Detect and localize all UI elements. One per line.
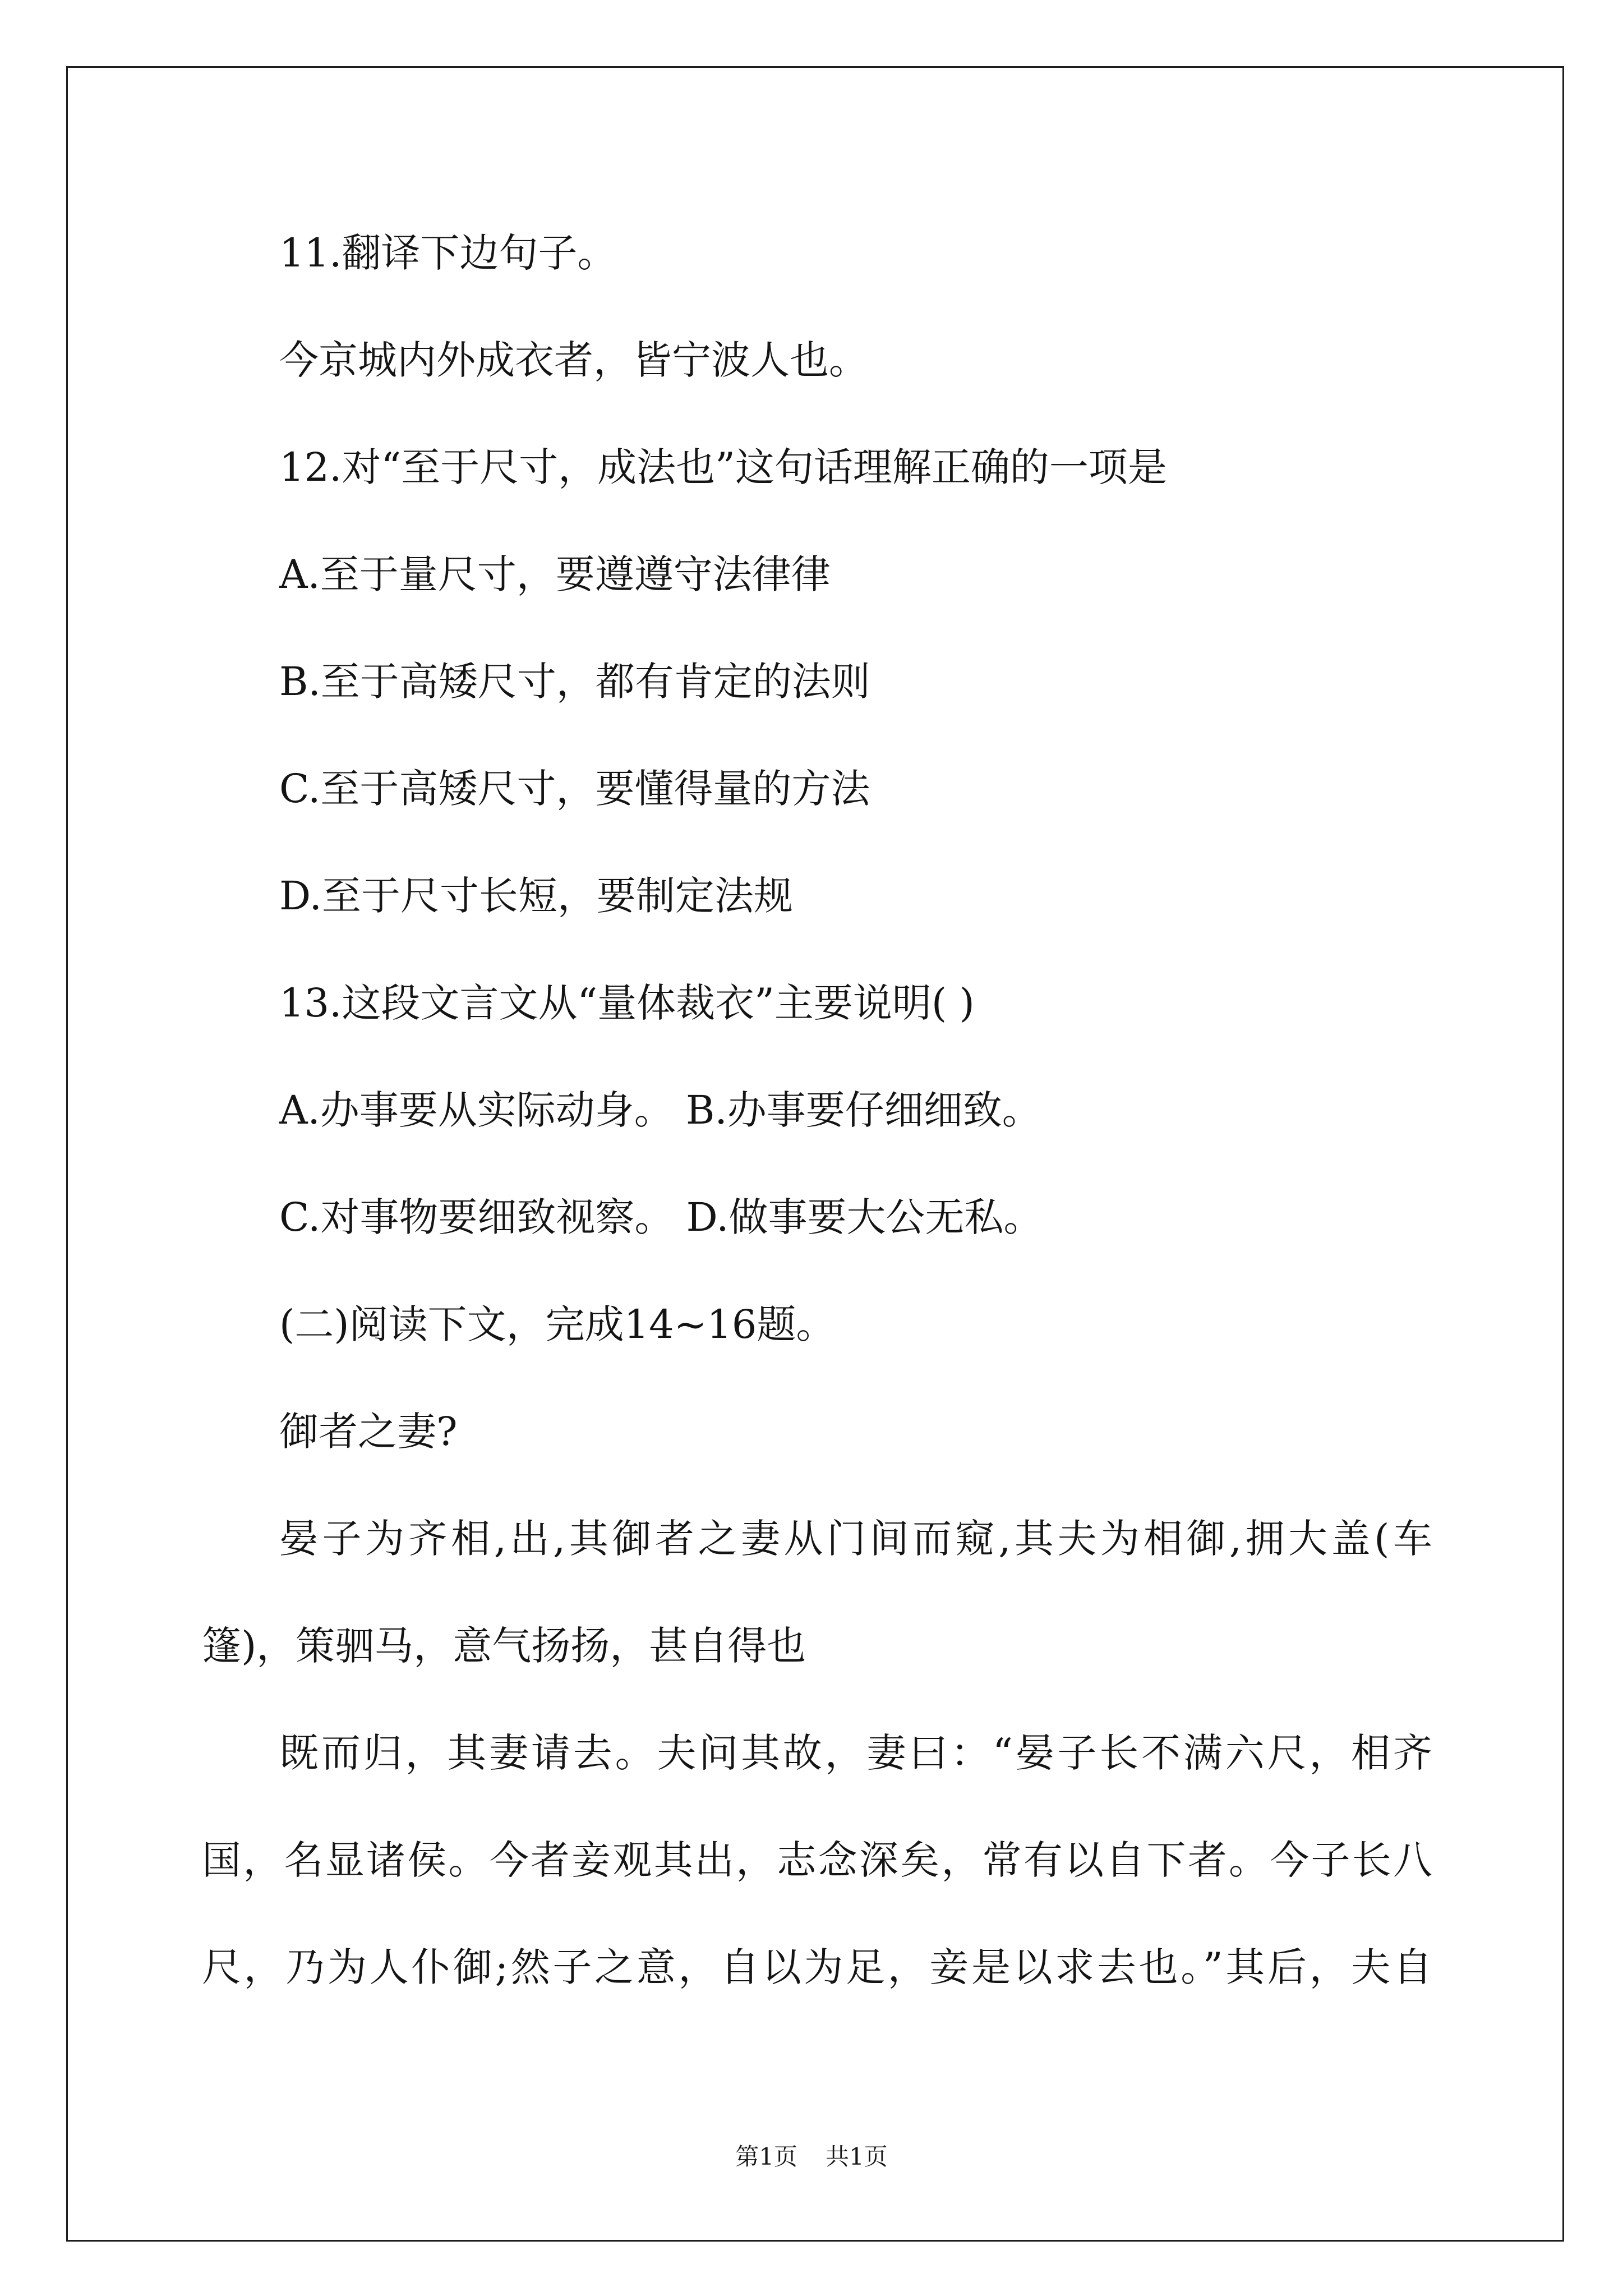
question-12-option-d: D.至于尺寸长短，要制定法规 — [279, 873, 793, 919]
section-2-heading: (二)阅读下文，完成14~16题。 — [279, 1301, 836, 1347]
question-13-prompt: 13.这段文言文从“量体裁衣”主要说明( ) — [279, 980, 975, 1026]
total-pages-label: 共1页 — [826, 2143, 888, 2170]
passage-paragraph-2-line-1: 既而归，其妻请去。夫问其故，妻曰：“晏子长不满六尺，相齐 — [279, 1730, 1432, 1776]
question-11-prompt: 11.翻译下边句子。 — [279, 230, 617, 276]
current-page-label: 第1页 — [735, 2143, 797, 2170]
passage-paragraph-2-line-2: 国，名显诸侯。今者妾观其出，志念深矣，常有以自下者。今子长八 — [202, 1837, 1432, 1883]
passage-title: 御者之妻? — [279, 1409, 458, 1455]
question-12-option-b: B.至于高矮尺寸，都有肯定的法则 — [279, 659, 870, 705]
question-13-options-row-2: C.对事物要细致视察。 D.做事要大公无私。 — [279, 1194, 1043, 1240]
document-body — [202, 200, 1432, 2021]
passage-paragraph-2-line-3: 尺，乃为人仆御;然子之意，自以为足，妾是以求去也。”其后，夫自 — [202, 1944, 1432, 1990]
question-12-option-c: C.至于高矮尺寸，要懂得量的方法 — [279, 766, 870, 812]
page-footer — [0, 2140, 1623, 2174]
question-11-sentence: 今京城内外成衣者，皆宁波人也。 — [279, 337, 868, 383]
question-13-options-row-1: A.办事要从实际动身。 B.办事要仔细细致。 — [279, 1087, 1041, 1133]
passage-paragraph-1-line-2: 篷)，策驷马，意气扬扬，甚自得也 — [202, 1623, 806, 1669]
question-12-option-a: A.至于量尺寸，要遵遵守法律律 — [279, 551, 831, 597]
question-12-prompt: 12.对“至于尺寸，成法也”这句话理解正确的一项是 — [279, 444, 1167, 490]
passage-paragraph-1-line-1: 晏子为齐相,出,其御者之妻从门间而窥,其夫为相御,拥大盖(车 — [279, 1516, 1432, 1562]
